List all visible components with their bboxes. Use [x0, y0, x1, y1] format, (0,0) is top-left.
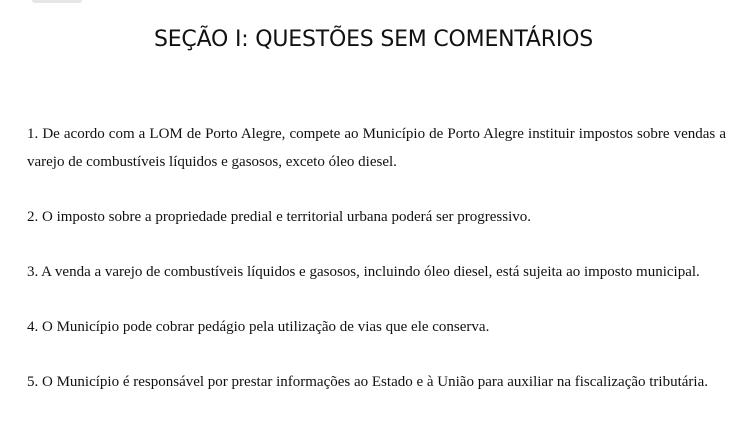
- page-edge-mark: [32, 0, 82, 3]
- question-list: [27, 120, 726, 423]
- question-3: 3. A venda a varejo de combustíveis líquidos e gasosos, incluindo óleo diesel, está sujeita ao imposto municipal.: [27, 264, 700, 280]
- section-title: SEÇÃO I: QUESTÕES SEM COMENTÁRIOS: [153, 27, 594, 52]
- question-4: 4. O Município pode cobrar pedágio pela utilização de vias que ele conserva.: [27, 319, 490, 335]
- question-2: 2. O imposto sobre a propriedade predial e territorial urbana poderá ser progressivo.: [27, 209, 531, 225]
- question-1: 1. De acordo com a LOM de Porto Alegre, compete ao Município de Porto Alegre instituir impostos sobre vendas a varejo de combustíveis líquidos e gasosos, exceto óleo diesel.: [27, 126, 726, 170]
- question-5: 5. O Município é responsável por prestar informações ao Estado e à União para auxiliar na fiscalização tributária.: [27, 374, 708, 390]
